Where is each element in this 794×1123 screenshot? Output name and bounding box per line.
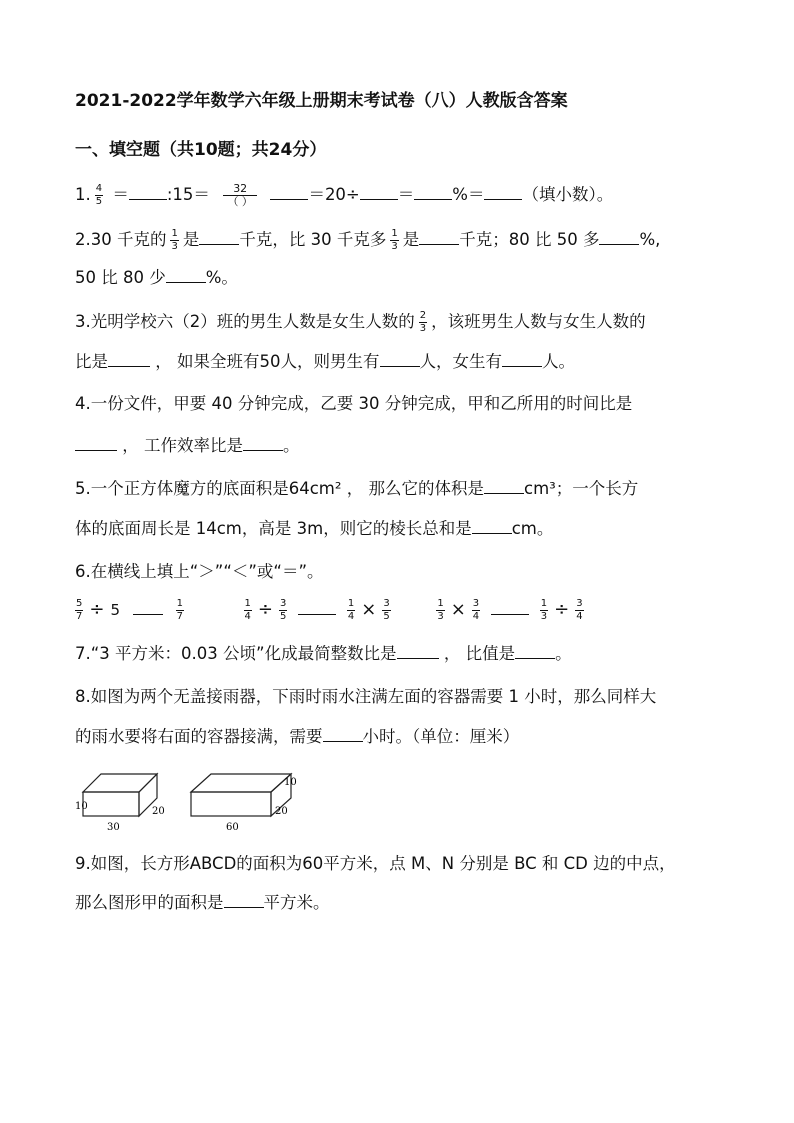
answer-blank[interactable] [484,477,524,494]
question-2-line2 [75,266,238,290]
q2-text: 50 比 80 少 [75,268,166,287]
q2-fraction: $\frac{1}{3}$ [391,228,398,252]
q1-text: ＝ [397,185,415,204]
q9-text: 那么图形甲的面积是 [75,893,224,912]
q3-text: ， 如果全班有50人，则男生有 [155,352,380,371]
answer-blank[interactable] [491,598,529,615]
page-title: 2021-2022学年数学六年级上册期末考试卷（八）人教版含答案 [75,91,568,111]
answer-blank[interactable] [166,266,206,283]
question-5 [75,477,638,501]
answer-blank[interactable] [419,228,459,245]
answer-blank[interactable] [502,350,542,367]
q2-text: %。 [205,268,238,287]
q6-expression-1: $\frac{5}{7}$ ÷ 5 $\frac{1}{7}$ [76,598,183,622]
q3-fraction: $\frac{2}{3}$ [419,310,427,334]
q3-text: 人。 [542,352,575,371]
q5-text: cm。 [511,519,554,538]
answer-blank[interactable] [75,434,117,451]
question-8 [75,685,656,709]
answer-blank[interactable] [108,350,150,367]
q2-text: 是 [402,230,420,249]
right-depth-label: 20 [275,806,288,817]
question-9-line2 [75,891,330,915]
q1-text: （填小数）。 [522,185,614,204]
q3-text: 比是 [75,352,108,371]
section-heading: 一、填空题（共10题；共24分） [75,140,327,160]
right-height-label: 10 [284,777,297,788]
q5-text: 体的底面周长是 14cm，高是 3m，则它的棱长总和是 [75,519,472,538]
question-3-line2 [75,350,575,374]
q6-expression-2: $\frac{1}{4}$ ÷ $\frac{3}{5}$ $\frac{1}{4}$ × $\frac{3}{5}$ [244,598,390,622]
left-depth-label: 20 [152,806,165,817]
left-height-label: 10 [75,801,88,812]
q2-text: 千克，比 30 千克多 [239,230,387,249]
q1-text: %＝ [452,185,485,204]
q3-text: ，该班男生人数与女生人数的 [431,312,646,331]
answer-blank[interactable] [380,350,420,367]
answer-blank[interactable] [270,183,308,200]
answer-blank[interactable] [599,228,639,245]
answer-blank[interactable] [484,183,522,200]
q1-text: ＝ [112,185,129,204]
question-6-expressions [75,598,584,623]
q6-expression-3: $\frac{1}{3}$ × $\frac{3}{4}$ $\frac{1}{3}$ ÷ $\frac{3}{4}$ [437,598,583,622]
answer-blank[interactable] [298,598,336,615]
question-7 [75,642,572,666]
q3-text: 人，女生有 [419,352,502,371]
rain-container-figure [75,768,305,834]
q2-text: 千克；80 比 50 多 [459,230,600,249]
q6-text: 6.在横线上填上“＞”“＜”或“＝”。 [75,562,324,581]
answer-blank[interactable] [224,891,264,908]
question-9 [75,852,676,876]
answer-blank[interactable] [323,725,363,742]
q2-text: 是 [182,230,200,249]
q2-text: 2.30 千克的 [75,230,167,249]
question-4-line2 [75,434,300,458]
q4-text: ， 工作效率比是 [122,436,243,455]
left-width-label: 30 [107,822,120,833]
q9-text: 9.如图，长方形ABCD的面积为60平方米，点 M、N 分别是 BC 和 CD 边的中点， [75,854,676,873]
q2-text: %, [639,230,661,249]
q5-text: cm³；一个长方 [524,479,639,498]
answer-blank[interactable] [199,228,239,245]
answer-blank[interactable] [414,183,452,200]
answer-blank[interactable] [360,183,398,200]
question-1 [75,183,613,208]
q8-text: 的雨水要将右面的容器接满，需要 [75,727,323,746]
q9-text: 平方米。 [263,893,330,912]
answer-blank[interactable] [133,598,163,615]
answer-blank[interactable] [397,642,439,659]
question-3 [75,310,646,335]
left-container [83,774,157,816]
question-6 [75,560,324,584]
q1-text: ＝20÷ [308,185,360,204]
q8-text: 8.如图为两个无盖接雨器，下雨时雨水注满左面的容器需要 1 小时，那么同样大 [75,687,657,706]
q1-number: 1. [75,185,91,204]
right-width-label: 60 [226,822,239,833]
q4-text: 。 [283,436,300,455]
answer-blank[interactable] [472,517,512,534]
q3-text: 3.光明学校六（2）班的男生人数是女生人数的 [75,312,415,331]
q4-text: 4.一份文件，甲要 40 分钟完成，乙要 30 分钟完成，甲和乙所用的时间比是 [75,394,633,413]
answer-blank[interactable] [515,642,555,659]
q1-fraction: $\frac{32}{( )}$ [223,183,257,208]
q8-text: 小时。（单位：厘米） [362,727,520,746]
q5-text: 5.一个正方体魔方的底面积是64cm² ， 那么它的体积是 [75,479,484,498]
q7-text: 。 [555,644,572,663]
answer-blank[interactable] [129,183,167,200]
q7-text: ， 比值是 [443,644,516,663]
q1-fraction: $\frac{4}{5}$ [95,183,103,207]
question-8-line2 [75,725,519,749]
question-2 [75,228,660,253]
question-4 [75,392,632,416]
answer-blank[interactable] [243,434,283,451]
q1-text: :15＝ [166,185,210,204]
q2-fraction: $\frac{1}{3}$ [171,228,178,252]
q7-text: 7.“3 平方米：0.03 公顷”化成最简整数比是 [75,644,397,663]
question-5-line2 [75,517,553,541]
